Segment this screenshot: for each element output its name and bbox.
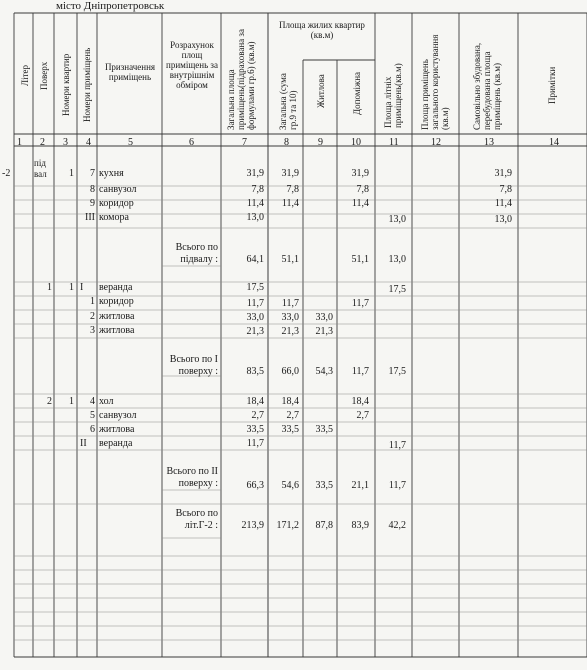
row-name: хол [99,396,114,407]
total-c8: 54,6 [281,480,299,491]
row-name: веранда [99,282,133,293]
header-zahalnoho: Площа приміщень загального користування (кв.м) [420,34,450,130]
total-c11: 11,7 [388,480,406,491]
column-number: 1 [17,137,22,148]
row-c7: 2,7 [251,410,264,421]
total-c10: 83,9 [351,520,369,531]
row-kvartyra: 1 [69,168,74,179]
column-number: 4 [86,137,91,148]
row-name: веранда [99,438,133,449]
column-number: 7 [242,137,247,148]
header-dopomizhna: Допоміжна [352,71,362,115]
row-c8: 21,3 [281,326,299,337]
row-name: санвузол [99,410,137,421]
total-label: Всього по I поверху : [169,354,218,377]
total-label: Всього по підвалу : [175,242,218,265]
header-litera: Літер [20,64,30,86]
row-name: житлова [99,325,135,336]
column-number: 9 [318,137,323,148]
column-number: 8 [284,137,289,148]
row-kvartyra: 1 [69,396,74,407]
city-title: місто Дніпропетровськ [56,0,165,12]
total-c11: 17,5 [388,366,406,377]
row-c7: 31,9 [246,168,264,179]
row-prymishchennia: 7 [90,168,95,179]
row-c10: 18,4 [351,396,369,407]
row-c8: 11,4 [281,198,299,209]
column-number: 6 [189,137,194,148]
total-c10: 11,7 [351,366,369,377]
column-number: 3 [63,137,68,148]
total-c7: 66,3 [246,480,264,491]
row-kvartyra: 1 [69,282,74,293]
row-prymishchennia: 2 [90,311,95,322]
row-name: комора [99,212,129,223]
row-c7: 18,4 [246,396,264,407]
header-kvartyra: Номери квартир [61,53,71,116]
row-poverkh: під вал [34,158,47,179]
total-label: Всього по літ.Г-2 : [175,508,218,531]
total-c8: 66,0 [281,366,299,377]
row-c8: 33,0 [281,312,299,323]
header-pryznachennia: Призначення приміщень [104,62,156,82]
row-prymishchennia: 9 [90,198,95,209]
total-c11: 13,0 [388,254,406,265]
row-c10: 7,8 [356,184,369,195]
header-rozrakhunok: Розрахунок площ приміщень за внутрішнім обміром [166,40,218,90]
row-c10: 31,9 [351,168,369,179]
column-number: 2 [40,137,45,148]
total-c7: 213,9 [241,520,264,531]
row-c10: 11,7 [351,298,369,309]
row-c8: 7,8 [286,184,299,195]
row-c7: 11,7 [246,438,264,449]
row-prymishchennia: 3 [90,325,95,336]
row-c7: 33,0 [246,312,264,323]
column-number: 13 [484,137,494,148]
row-c9: 33,0 [315,312,333,323]
total-c8: 171,2 [276,520,299,531]
row-prymishchennia: 1 [90,296,95,307]
header-samovilno: Самовільно збудована, перебудована площа приміщень (кв.м) [472,42,502,130]
row-prymishchennia: II [80,438,87,449]
header-poverkh: Поверх [39,61,49,90]
column-number: 10 [351,137,361,148]
header-zhytlova: Житлова [316,74,326,108]
row-prymishchennia: 4 [90,396,95,407]
row-name: житлова [99,311,135,322]
row-c10: 2,7 [356,410,369,421]
row-c7: 33,5 [246,424,264,435]
row-name: житлова [99,424,135,435]
header-zahalna-suma: Загальна (сума гр.9 та 10) [278,73,298,130]
row-prymishchennia: I [80,282,84,293]
row-name: коридор [99,296,134,307]
row-c8: 31,9 [281,168,299,179]
row-c11: 11,7 [388,440,406,451]
header-zahalna-plosha: Загальна площа приміщень(підрахована за формулами гр.6) (кв.м) [226,29,256,130]
row-poverkh: 2 [47,396,52,407]
row-litera: -2 [2,168,11,179]
row-c8: 11,7 [281,298,299,309]
row-c7: 7,8 [251,184,264,195]
row-c7: 11,4 [246,198,264,209]
row-prymishchennia: 8 [90,184,95,195]
total-label: Всього по II поверху : [166,466,218,489]
row-c11: 13,0 [388,214,406,225]
row-c13: 11,4 [494,198,512,209]
row-c7: 21,3 [246,326,264,337]
header-prymishchennia: Номери приміщень [82,47,92,122]
total-c9: 87,8 [315,520,333,531]
row-c7: 11,7 [246,298,264,309]
total-c7: 64,1 [246,254,264,265]
header-zhytlovykh-kvartyr: Площа жилих квартир (кв.м) [279,20,365,40]
row-c8: 33,5 [281,424,299,435]
row-c7: 17,5 [246,282,264,293]
row-prymishchennia: III [85,212,95,223]
column-number: 11 [389,137,399,148]
total-c9: 54,3 [315,366,333,377]
row-c11: 17,5 [388,284,406,295]
column-number: 5 [128,137,133,148]
row-c8: 2,7 [286,410,299,421]
row-c10: 11,4 [351,198,369,209]
header-litnikh: Площа літніх приміщень(кв.м) [383,63,403,128]
row-c8: 18,4 [281,396,299,407]
row-name: санвузол [99,184,137,195]
total-c8: 51,1 [281,254,299,265]
row-name: кухня [99,168,124,179]
row-name: коридор [99,198,134,209]
total-c10: 51,1 [351,254,369,265]
total-c7: 83,5 [246,366,264,377]
header-prymitky: Примітки [547,66,557,104]
row-c9: 33,5 [315,424,333,435]
row-c13: 7,8 [499,184,512,195]
row-poverkh: 1 [47,282,52,293]
row-prymishchennia: 5 [90,410,95,421]
row-c13: 13,0 [494,214,512,225]
total-c9: 33,5 [315,480,333,491]
column-number: 12 [431,137,441,148]
total-c11: 42,2 [388,520,406,531]
column-number: 14 [549,137,559,148]
row-c7: 13,0 [246,212,264,223]
row-c9: 21,3 [315,326,333,337]
total-c10: 21,1 [351,480,369,491]
row-prymishchennia: 6 [90,424,95,435]
row-c13: 31,9 [494,168,512,179]
